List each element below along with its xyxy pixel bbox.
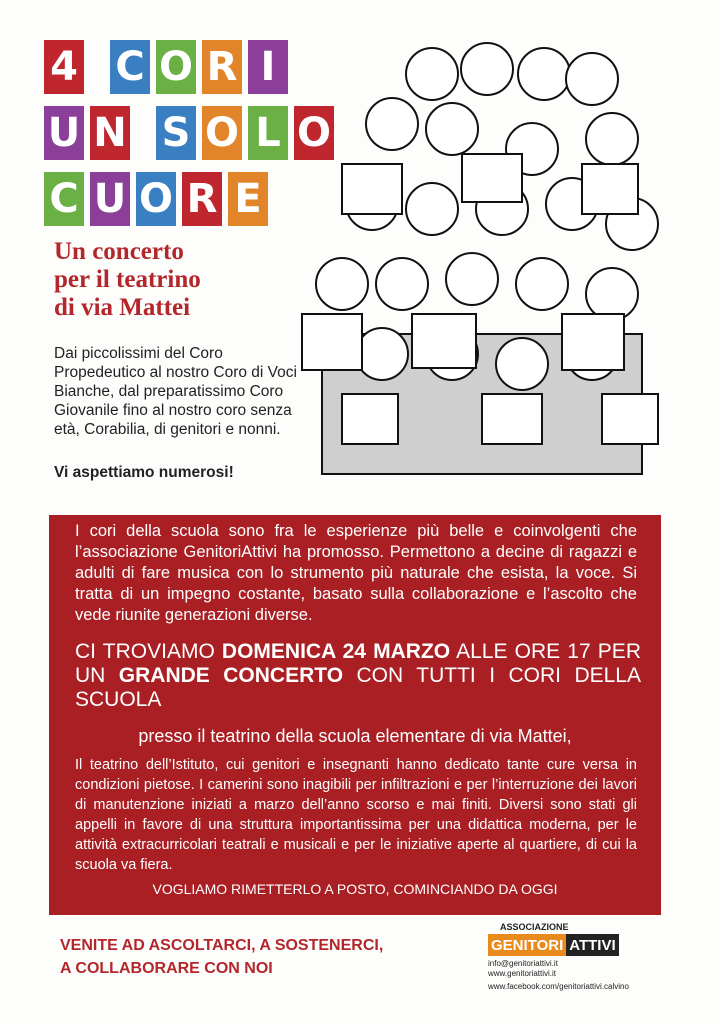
genitori-attivi-logo (488, 922, 628, 992)
call-to-action: VOGLIAMO RIMETTERLO A POSTO, COMINCIANDO DA OGGI (152, 881, 558, 897)
title-letter-tile: U (90, 172, 130, 226)
intro-text: Dai piccolissimi del Coro Propedeutico al nostro Coro di Voci Bianche, dal preparatissimo Coro Giovanile fino al nostro coro senza età, Corabilia, di genitori e nonni. (54, 345, 297, 438)
title-row-1 (44, 40, 288, 94)
subtitle-line: Un concerto (54, 238, 184, 265)
title-letter-tile (136, 106, 150, 160)
logo-contact: www.facebook.com/genitoriattivi.calvino (488, 982, 629, 991)
title-letter-tile (90, 40, 104, 94)
theater-description: Il teatrino dell’Istituto, cui genitori e insegnanti hanno dedicato tante cure versa in condizioni pietose. I camerini sono inagibili per infiltrazioni e per l’interruzione dei lavori di manutenzione iniziati a marzo dell’anno scorso e mai finiti. Diversi sono stati gli appelli in favore di una struttura importantissima per una didattica moderna, per le attività extracurricolari teatrali e musicali e per le iniziative aperte al quartiere, di cui la scuola va fiera. (75, 757, 637, 873)
logo-contact: info@genitoriattivi.it www.genitoriattivi.it (488, 959, 558, 978)
title-letter-tile: 4 (44, 40, 84, 94)
choir-description: I cori della scuola sono fra le esperienze più belle e coinvolgenti che l’associazione GenitoriAttivi ha promosso. Permettono a decine di ragazzi e adulti di fare musica con lo strumento più naturale che esista, la voce. Si tratta di un impegno costante, basato sulla collaborazione e l’ascolto che vede riunite generazioni diverse. (75, 522, 637, 624)
announcement-text: ALLE ORE 17 PER UN (75, 640, 641, 687)
logo-genitori: GENITORI (488, 934, 566, 956)
logo-attivi: ATTIVI (566, 934, 618, 956)
announcement-concert: GRANDE CONCERTO (118, 664, 344, 687)
title-letter-tile: N (90, 106, 130, 160)
title-row-3 (44, 172, 268, 226)
title-letter-tile: O (202, 106, 242, 160)
venue-line: presso il teatrino della scuola elementare di via Mattei, (138, 726, 572, 746)
title-letter-tile: O (294, 106, 334, 160)
title-letter-tile: R (202, 40, 242, 94)
subtitle-line: per il teatrino (54, 266, 201, 293)
title-letter-tile: O (156, 40, 196, 94)
footer-invite (60, 934, 383, 980)
title-letter-tile: R (182, 172, 222, 226)
title-letter-tile: U (44, 106, 84, 160)
footer-line: A COLLABORARE CON NOI (60, 960, 273, 977)
announcement-date: DOMENICA 24 MARZO (221, 640, 451, 663)
intro-invite: Vi aspettiamo numerosi! (54, 464, 234, 481)
title-letter-tile: I (248, 40, 288, 94)
choir-illustration (282, 34, 678, 484)
title-letter-tile: C (110, 40, 150, 94)
title-letter-tile: S (156, 106, 196, 160)
footer-line: VENITE AD ASCOLTARCI, A SOSTENERCI, (60, 937, 384, 954)
announcement-text: CON TUTTI I CORI DELLA SCUOLA (75, 664, 641, 711)
title-letter-tile: O (136, 172, 176, 226)
subtitle-line: di via Mattei (54, 294, 191, 321)
concert-subtitle (54, 238, 201, 322)
logo-assoc: ASSOCIAZIONE (500, 922, 569, 932)
announcement-text: CI TROVIAMO (75, 640, 222, 663)
title-letter-tile: C (44, 172, 84, 226)
event-announcement (75, 640, 641, 712)
title-letter-tile: L (248, 106, 288, 160)
event-info-box (49, 515, 661, 915)
title-letter-tile: E (228, 172, 268, 226)
